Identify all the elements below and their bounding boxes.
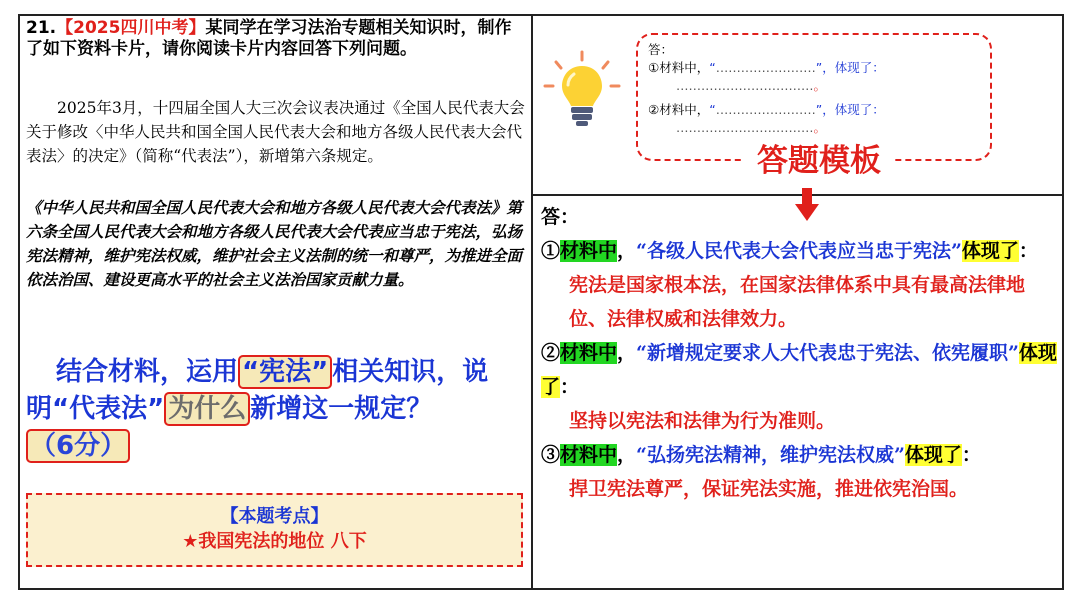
template-dots-1: ……………………………	[676, 78, 814, 93]
template-quote-close-2: ”	[815, 102, 823, 117]
answer-1-material-tag: 材料中	[560, 240, 618, 262]
lightbulb-icon	[542, 50, 622, 134]
template-answer-label: 答：	[648, 42, 674, 57]
template-line-1-prefix: ①材料中，	[648, 60, 710, 75]
answer-1-colon: ：	[1018, 240, 1038, 262]
template-period-2: 。	[813, 120, 827, 135]
question-number: 21.	[26, 18, 57, 38]
template-quote-close-1: ”	[815, 60, 823, 75]
answer-2-comma: ，	[617, 342, 637, 364]
answer-2-material-tag: 材料中	[560, 342, 618, 364]
template-line-1	[648, 59, 990, 77]
source-tag: 【2025四川中考】	[56, 18, 206, 38]
template-dots-line-2	[648, 119, 990, 137]
key-points-card	[26, 493, 523, 567]
ask-text-3: 新增这一规定？	[250, 394, 433, 424]
question-intro: 某同学在学习法治专题相关知识时，制作了如下资料卡片，请你阅读卡片内容回答下列问题。	[26, 18, 512, 59]
answer-label: 答：	[541, 206, 580, 228]
highlight-box-why: 为什么	[164, 392, 250, 426]
material-paragraph-2: 《中华人民共和国全国人民代表大会和地方各级人民代表大会代表法》第六条全国人民代表大会和地方各级人民代表大会代表应当忠于宪法，弘扬宪法精神，维护宪法权威，维护社会主义法制的统一和尊严，为推进全面依法治国、建设更高水平的社会主义法治国家贡献力量。	[26, 198, 523, 289]
answer-2-quote: “新增规定要求人大代表忠于宪法、依宪履职”	[636, 342, 1019, 364]
template-quote-dots-1: ……………………	[715, 60, 816, 75]
template-dots-line-1	[648, 77, 990, 95]
key-points-title: 【本题考点】	[220, 506, 329, 527]
answer-2-explanation: 坚持以宪法和法律为行为准则。	[569, 410, 836, 432]
answer-1-quote: “各级人民代表大会代表应当忠于宪法”	[636, 240, 962, 262]
answer-3-comma: ，	[617, 444, 637, 466]
template-line-2-prefix: ②材料中，	[648, 102, 710, 117]
answer-item-1	[541, 234, 1061, 268]
highlight-box-constitution: “宪法”	[238, 355, 332, 389]
answer-2-reflect-tag: 体现了	[541, 342, 1057, 398]
question-header	[26, 18, 526, 60]
answer-1-comma: ，	[617, 240, 637, 262]
ask-text-2: 相关知识，说明“代表法”	[26, 357, 489, 424]
answer-item-2	[541, 336, 1061, 404]
answer-item-3	[541, 438, 1061, 472]
score-box: （6分）	[26, 429, 130, 463]
key-points-content: ★我国宪法的地位 八下	[182, 531, 367, 552]
material-paragraph-1: 2025年3月，十四届全国人大三次会议表决通过《全国人民代表大会关于修改〈中华人民共和国全国人民代表大会和地方各级人民代表大会代表法〉的决定》（简称“代表法”），新增第六条规定。	[26, 99, 525, 165]
template-period-1: 。	[813, 78, 827, 93]
answer-block	[541, 200, 1061, 506]
answer-3-reflect-tag: 体现了	[904, 444, 962, 466]
template-reflects-1: ，体现了：	[822, 60, 885, 75]
template-line-2	[648, 101, 990, 119]
answer-3-colon: ：	[961, 444, 981, 466]
template-title: 答题模板	[744, 139, 894, 183]
answer-3-quote: “弘扬宪法精神，维护宪法权威”	[636, 444, 905, 466]
ask-text-1: 结合材料，运用	[56, 357, 239, 387]
answer-3-num: ③	[541, 444, 561, 466]
answer-3-material-tag: 材料中	[560, 444, 618, 466]
template-quote-open-1: “	[709, 60, 716, 75]
answer-2-colon: ：	[560, 376, 580, 398]
answer-2-num: ②	[541, 342, 561, 364]
column-divider	[531, 14, 533, 590]
template-quote-dots-2: ……………………	[715, 102, 816, 117]
answer-1-num: ①	[541, 240, 561, 262]
template-dots-2: ……………………………	[676, 120, 814, 135]
template-reflects-2: ，体现了：	[822, 102, 885, 117]
answer-1-explanation: 宪法是国家根本法，在国家法律体系中具有最高法律地位、法律权威和法律效力。	[569, 274, 1026, 330]
template-quote-open-2: “	[709, 102, 716, 117]
question-prompt	[26, 354, 526, 465]
answer-1-reflect-tag: 体现了	[961, 240, 1019, 262]
answer-3-explanation: 捍卫宪法尊严，保证宪法实施，推进依宪治国。	[569, 478, 969, 500]
